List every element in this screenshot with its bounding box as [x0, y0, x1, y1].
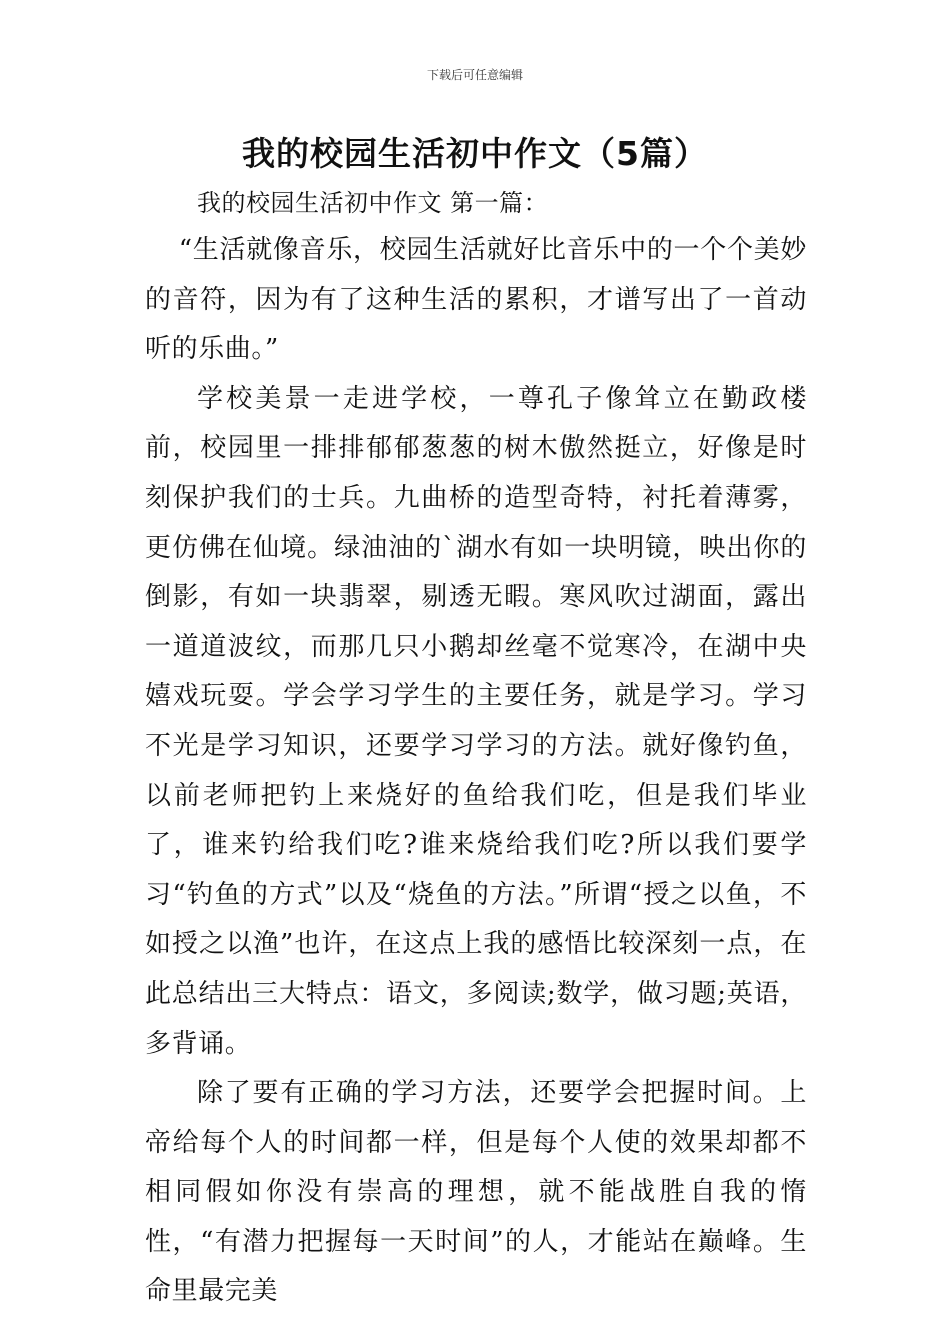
paragraph-quote: “生活就像音乐，校园生活就好比音乐中的一个个美妙的音符，因为有了这种生活的累积，才谱写出了一首动听的乐曲。” [145, 235, 807, 365]
section-subtitle: 我的校园生活初中作文 第一篇： [197, 189, 549, 217]
essay-body [145, 226, 807, 1317]
paragraph: 除了要有正确的学习方法，还要学会把握时间。上帝给每个人的时间都一样，但是每个人使的效果却都不相同假如你没有崇高的理想，就不能战胜自我的惰性，“有潜力把握每一天时间”的人，才能站在巅峰。生命里最完美 [145, 1078, 807, 1307]
document-title: 我的校园生活初中作文（5篇） [242, 134, 708, 173]
header-note: 下载后可任意编辑 [426, 68, 523, 82]
paragraph: 学校美景一走进学校，一尊孔子像耸立在勤政楼前，校园里一排排郁郁葱葱的树木傲然挺立，好像是时刻保护我们的士兵。九曲桥的造型奇特，衬托着薄雾，更仿佛在仙境。绿油油的`湖水有如一块明镜，映出你的倒影，有如一块翡翠，剔透无暇。寒风吹过湖面，露出一道道波纹，而那几只小鹅却丝毫不觉寒冷，在湖中央嬉戏玩耍。学会学习学生的主要任务，就是学习。学习不光是学习知识，还要学习学习的方法。就好像钓鱼，以前老师把钓上来烧好的鱼给我们吃，但是我们毕业了，谁来钓给我们吃?谁来烧给我们吃?所以我们要学习“钓鱼的方式”以及“烧鱼的方法。”所谓“授之以鱼，不如授之以渔”也许，在这点上我的感悟比较深刻一点，在此总结出三大特点：语文，多阅读;数学，做习题;英语，多背诵。 [145, 383, 807, 1059]
